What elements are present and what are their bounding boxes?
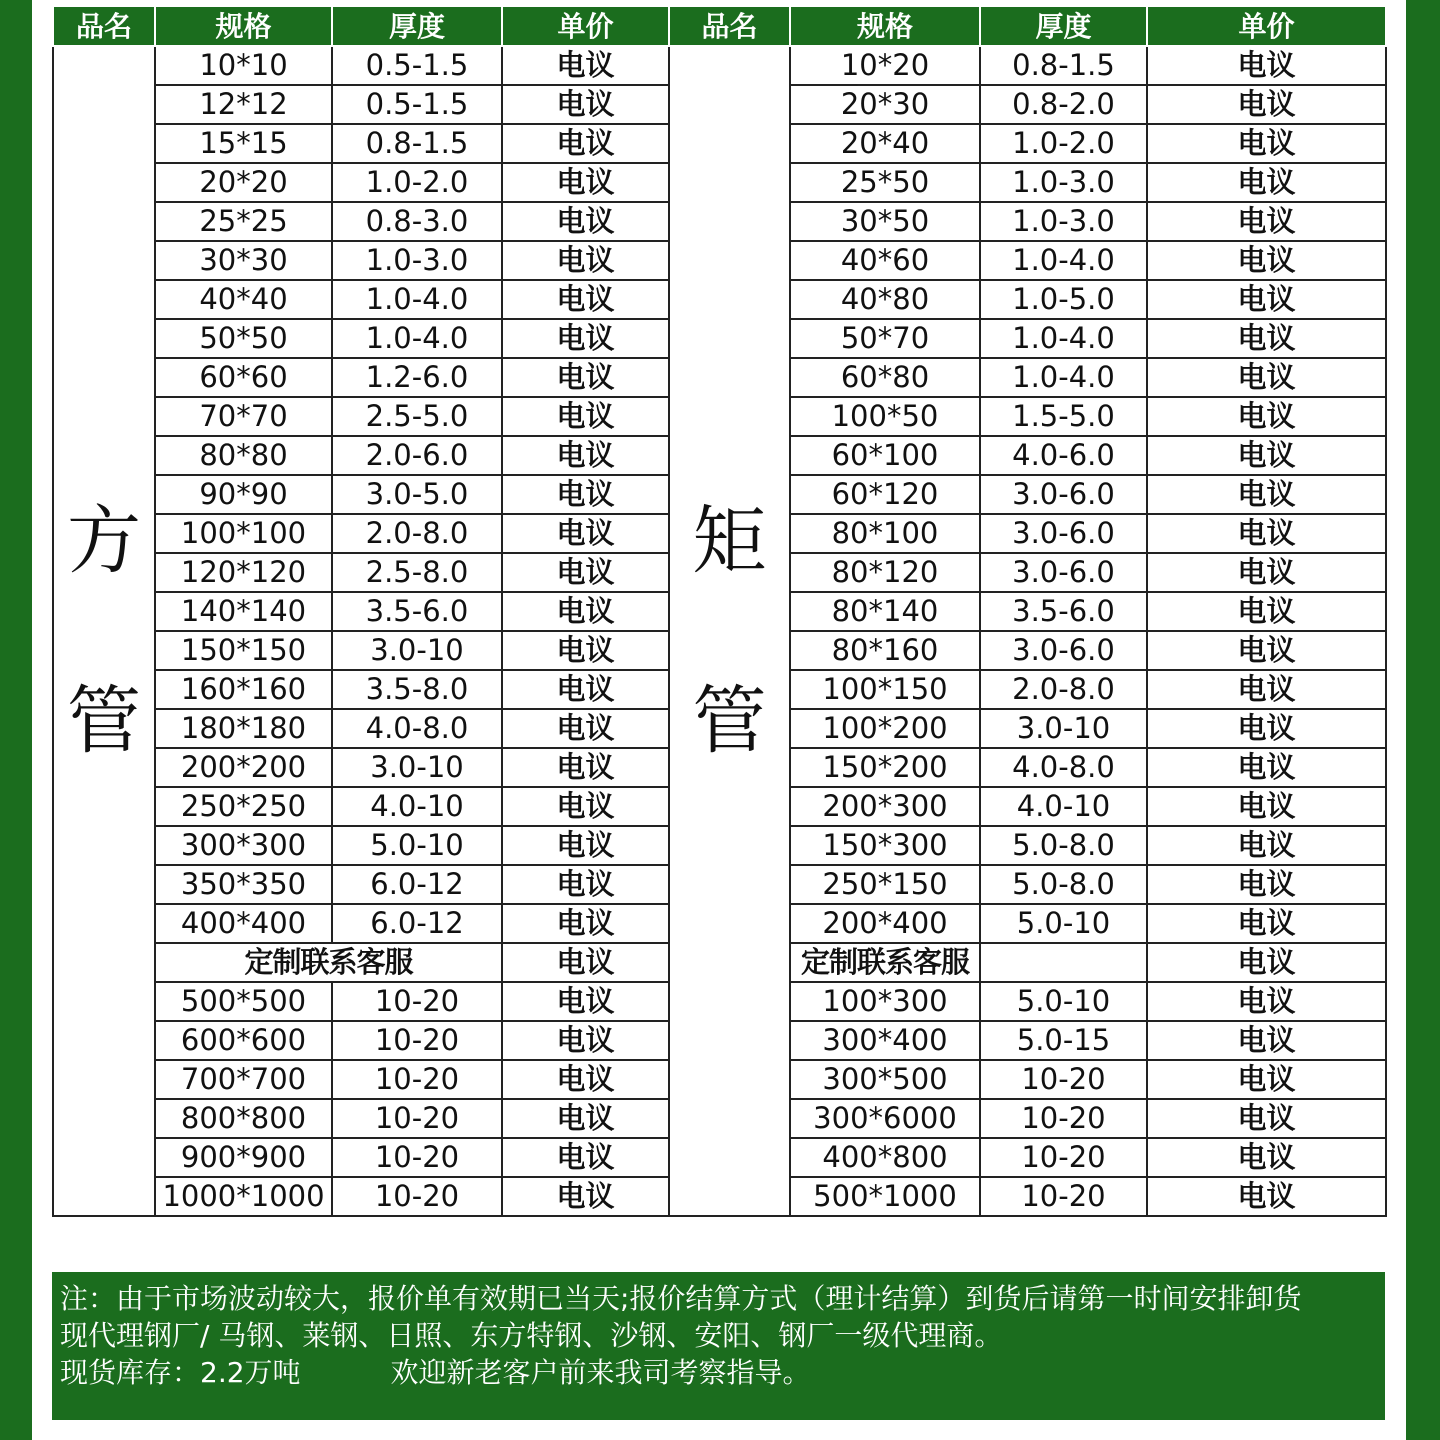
left-thickness-cell: 10-20	[332, 1177, 502, 1216]
table-header-row	[53, 6, 1386, 46]
right-spec-cell: 10*20	[790, 46, 980, 85]
left-price-cell: 电议	[502, 319, 669, 358]
left-spec-cell: 10*10	[155, 46, 332, 85]
right-price-cell: 电议	[1147, 202, 1386, 241]
right-thickness-cell: 5.0-8.0	[980, 865, 1147, 904]
right-spec-cell: 100*150	[790, 670, 980, 709]
right-price-cell: 电议	[1147, 1060, 1386, 1099]
right-spec-cell: 200*300	[790, 787, 980, 826]
right-spec-cell: 60*80	[790, 358, 980, 397]
left-thickness-cell: 6.0-12	[332, 865, 502, 904]
left-thickness-cell: 1.0-4.0	[332, 319, 502, 358]
right-spec-cell: 100*300	[790, 982, 980, 1021]
left-thickness-cell: 3.0-5.0	[332, 475, 502, 514]
left-price-cell: 电议	[502, 826, 669, 865]
header-right-thickness: 厚度	[980, 6, 1147, 46]
left-price-cell: 电议	[502, 1099, 669, 1138]
left-thickness-cell: 1.0-4.0	[332, 280, 502, 319]
left-product-name-char: 管	[67, 678, 141, 764]
right-spec-cell: 80*140	[790, 592, 980, 631]
right-spec-cell: 60*120	[790, 475, 980, 514]
right-thickness-cell: 3.0-6.0	[980, 475, 1147, 514]
left-thickness-cell: 0.8-3.0	[332, 202, 502, 241]
note-line-2: 现代理钢厂/ 马钢、莱钢、日照、东方特钢、沙钢、安阳、钢厂一级代理商。	[60, 1319, 1003, 1352]
table-row	[53, 46, 1386, 85]
left-thickness-cell: 10-20	[332, 1060, 502, 1099]
left-spec-cell: 250*250	[155, 787, 332, 826]
left-spec-cell: 300*300	[155, 826, 332, 865]
right-price-cell: 电议	[1147, 1138, 1386, 1177]
left-product-name	[53, 46, 155, 1216]
left-price-cell: 电议	[502, 982, 669, 1021]
right-price-cell: 电议	[1147, 592, 1386, 631]
left-price-cell: 电议	[502, 1138, 669, 1177]
right-price-cell: 电议	[1147, 904, 1386, 943]
right-thickness-cell: 3.5-6.0	[980, 592, 1147, 631]
left-thickness-cell: 3.0-10	[332, 631, 502, 670]
right-thickness-cell: 10-20	[980, 1099, 1147, 1138]
right-price-cell: 电议	[1147, 124, 1386, 163]
right-price-cell: 电议	[1147, 787, 1386, 826]
right-thickness-cell: 10-20	[980, 1138, 1147, 1177]
left-price-cell: 电议	[502, 46, 669, 85]
right-custom-label: 定制联系客服	[790, 943, 980, 982]
left-custom-label: 定制联系客服	[155, 943, 502, 982]
left-spec-cell: 90*90	[155, 475, 332, 514]
right-spec-cell: 60*100	[790, 436, 980, 475]
right-spec-cell: 200*400	[790, 904, 980, 943]
right-thickness-cell: 3.0-10	[980, 709, 1147, 748]
right-thickness-cell: 5.0-15	[980, 1021, 1147, 1060]
left-thickness-cell: 6.0-12	[332, 904, 502, 943]
left-price-cell: 电议	[502, 631, 669, 670]
right-price-cell: 电议	[1147, 982, 1386, 1021]
right-product-name-char: 矩	[692, 498, 767, 584]
notes-panel	[52, 1272, 1385, 1420]
right-spec-cell: 300*500	[790, 1060, 980, 1099]
right-price-cell: 电议	[1147, 826, 1386, 865]
left-spec-cell: 1000*1000	[155, 1177, 332, 1216]
left-spec-cell: 120*120	[155, 553, 332, 592]
right-thickness-cell: 3.0-6.0	[980, 631, 1147, 670]
left-spec-cell: 100*100	[155, 514, 332, 553]
left-spec-cell: 15*15	[155, 124, 332, 163]
right-spec-cell: 40*60	[790, 241, 980, 280]
left-thickness-cell: 0.8-1.5	[332, 124, 502, 163]
right-spec-cell: 100*50	[790, 397, 980, 436]
right-spec-cell: 80*100	[790, 514, 980, 553]
left-spec-cell: 500*500	[155, 982, 332, 1021]
right-thickness-cell: 3.0-6.0	[980, 553, 1147, 592]
right-price-cell: 电议	[1147, 748, 1386, 787]
left-thickness-cell: 10-20	[332, 1099, 502, 1138]
left-spec-cell: 25*25	[155, 202, 332, 241]
note-line-1: 注：由于市场波动较大，报价单有效期已当天;报价结算方式（理计结算）到货后请第一时间安排卸货	[60, 1282, 1302, 1315]
left-spec-cell: 700*700	[155, 1060, 332, 1099]
table-body	[53, 46, 1386, 1216]
left-spec-cell: 200*200	[155, 748, 332, 787]
left-price-cell: 电议	[502, 514, 669, 553]
left-thickness-cell: 2.5-8.0	[332, 553, 502, 592]
right-thickness-cell: 0.8-1.5	[980, 46, 1147, 85]
left-price-cell: 电议	[502, 163, 669, 202]
left-price-cell: 电议	[502, 85, 669, 124]
right-green-frame	[1406, 0, 1440, 1440]
left-spec-cell: 350*350	[155, 865, 332, 904]
left-spec-cell: 900*900	[155, 1138, 332, 1177]
right-spec-cell: 400*800	[790, 1138, 980, 1177]
header-left-name: 品名	[53, 6, 155, 46]
right-product-name-char: 管	[692, 678, 767, 764]
right-thickness-cell: 5.0-10	[980, 904, 1147, 943]
right-price-cell: 电议	[1147, 631, 1386, 670]
left-thickness-cell: 2.0-6.0	[332, 436, 502, 475]
right-thickness-cell: 1.0-2.0	[980, 124, 1147, 163]
left-price-cell: 电议	[502, 358, 669, 397]
left-thickness-cell: 1.2-6.0	[332, 358, 502, 397]
left-spec-cell: 600*600	[155, 1021, 332, 1060]
right-price-cell: 电议	[1147, 358, 1386, 397]
left-thickness-cell: 0.5-1.5	[332, 85, 502, 124]
header-left-thickness: 厚度	[332, 6, 502, 46]
left-thickness-cell: 0.5-1.5	[332, 46, 502, 85]
right-spec-cell: 300*400	[790, 1021, 980, 1060]
right-price-cell: 电议	[1147, 397, 1386, 436]
left-price-cell: 电议	[502, 397, 669, 436]
left-spec-cell: 12*12	[155, 85, 332, 124]
left-thickness-cell: 3.0-10	[332, 748, 502, 787]
left-spec-cell: 60*60	[155, 358, 332, 397]
left-price-cell: 电议	[502, 1060, 669, 1099]
right-thickness-cell: 2.0-8.0	[980, 670, 1147, 709]
left-price-cell: 电议	[502, 670, 669, 709]
right-thickness-cell: 1.0-4.0	[980, 241, 1147, 280]
header-right-name: 品名	[669, 6, 790, 46]
price-sheet	[52, 5, 1385, 1420]
left-price-cell: 电议	[502, 865, 669, 904]
left-price-cell: 电议	[502, 1177, 669, 1216]
right-thickness-cell: 3.0-6.0	[980, 514, 1147, 553]
right-price-cell: 电议	[1147, 943, 1386, 982]
left-price-cell: 电议	[502, 709, 669, 748]
right-thickness-cell: 4.0-8.0	[980, 748, 1147, 787]
left-price-cell: 电议	[502, 241, 669, 280]
right-spec-cell: 300*6000	[790, 1099, 980, 1138]
right-price-cell: 电议	[1147, 475, 1386, 514]
right-thickness-cell: 1.5-5.0	[980, 397, 1147, 436]
left-thickness-cell: 4.0-10	[332, 787, 502, 826]
right-thickness-cell: 10-20	[980, 1060, 1147, 1099]
left-price-cell: 电议	[502, 592, 669, 631]
left-thickness-cell: 1.0-3.0	[332, 241, 502, 280]
note-line-3	[60, 1354, 1385, 1391]
header-right-price: 单价	[1147, 6, 1386, 46]
right-thickness-cell: 1.0-3.0	[980, 163, 1147, 202]
right-price-cell: 电议	[1147, 865, 1386, 904]
right-price-cell: 电议	[1147, 1021, 1386, 1060]
left-thickness-cell: 1.0-2.0	[332, 163, 502, 202]
left-thickness-cell: 3.5-8.0	[332, 670, 502, 709]
left-spec-cell: 30*30	[155, 241, 332, 280]
left-spec-cell: 20*20	[155, 163, 332, 202]
left-price-cell: 电议	[502, 475, 669, 514]
left-price-cell: 电议	[502, 787, 669, 826]
left-thickness-cell: 4.0-8.0	[332, 709, 502, 748]
right-thickness-cell: 5.0-10	[980, 982, 1147, 1021]
right-thickness-cell: 1.0-4.0	[980, 358, 1147, 397]
left-thickness-cell: 10-20	[332, 982, 502, 1021]
left-price-cell: 电议	[502, 553, 669, 592]
right-spec-cell: 100*200	[790, 709, 980, 748]
right-price-cell: 电议	[1147, 319, 1386, 358]
left-spec-cell: 70*70	[155, 397, 332, 436]
left-thickness-cell: 10-20	[332, 1138, 502, 1177]
left-thickness-cell: 10-20	[332, 1021, 502, 1060]
left-price-cell: 电议	[502, 202, 669, 241]
left-price-cell: 电议	[502, 436, 669, 475]
right-price-cell: 电议	[1147, 1177, 1386, 1216]
right-price-cell: 电议	[1147, 46, 1386, 85]
right-price-cell: 电议	[1147, 436, 1386, 475]
right-spec-cell: 80*120	[790, 553, 980, 592]
right-spec-cell: 250*150	[790, 865, 980, 904]
left-spec-cell: 800*800	[155, 1099, 332, 1138]
right-price-cell: 电议	[1147, 709, 1386, 748]
left-spec-cell: 80*80	[155, 436, 332, 475]
left-spec-cell: 150*150	[155, 631, 332, 670]
left-thickness-cell: 2.0-8.0	[332, 514, 502, 553]
right-spec-cell: 40*80	[790, 280, 980, 319]
left-price-cell: 电议	[502, 124, 669, 163]
right-thickness-cell: 5.0-8.0	[980, 826, 1147, 865]
right-thickness-cell: 4.0-10	[980, 787, 1147, 826]
right-price-cell: 电议	[1147, 241, 1386, 280]
right-price-cell: 电议	[1147, 85, 1386, 124]
right-thickness-cell	[980, 943, 1147, 982]
stock-text: 现货库存：2.2万吨	[60, 1356, 301, 1389]
right-spec-cell: 150*300	[790, 826, 980, 865]
right-spec-cell: 20*40	[790, 124, 980, 163]
left-green-frame	[0, 0, 32, 1440]
left-price-cell: 电议	[502, 943, 669, 982]
right-thickness-cell: 4.0-6.0	[980, 436, 1147, 475]
right-spec-cell: 150*200	[790, 748, 980, 787]
left-thickness-cell: 5.0-10	[332, 826, 502, 865]
left-thickness-cell: 2.5-5.0	[332, 397, 502, 436]
right-thickness-cell: 10-20	[980, 1177, 1147, 1216]
left-price-cell: 电议	[502, 904, 669, 943]
right-spec-cell: 30*50	[790, 202, 980, 241]
right-thickness-cell: 1.0-4.0	[980, 319, 1147, 358]
right-spec-cell: 500*1000	[790, 1177, 980, 1216]
right-thickness-cell: 1.0-3.0	[980, 202, 1147, 241]
right-spec-cell: 25*50	[790, 163, 980, 202]
right-thickness-cell: 0.8-2.0	[980, 85, 1147, 124]
left-spec-cell: 140*140	[155, 592, 332, 631]
right-thickness-cell: 1.0-5.0	[980, 280, 1147, 319]
left-spec-cell: 40*40	[155, 280, 332, 319]
welcome-text: 欢迎新老客户前来我司考察指导。	[390, 1356, 811, 1389]
left-thickness-cell: 3.5-6.0	[332, 592, 502, 631]
header-left-price: 单价	[502, 6, 669, 46]
right-price-cell: 电议	[1147, 670, 1386, 709]
left-spec-cell: 50*50	[155, 319, 332, 358]
right-price-cell: 电议	[1147, 514, 1386, 553]
right-spec-cell: 80*160	[790, 631, 980, 670]
right-price-cell: 电议	[1147, 553, 1386, 592]
right-spec-cell: 50*70	[790, 319, 980, 358]
header-left-spec: 规格	[155, 6, 332, 46]
left-spec-cell: 400*400	[155, 904, 332, 943]
left-price-cell: 电议	[502, 280, 669, 319]
left-price-cell: 电议	[502, 748, 669, 787]
price-table	[52, 5, 1387, 1217]
left-product-name-char: 方	[67, 498, 141, 584]
right-price-cell: 电议	[1147, 1099, 1386, 1138]
right-price-cell: 电议	[1147, 280, 1386, 319]
left-price-cell: 电议	[502, 1021, 669, 1060]
right-price-cell: 电议	[1147, 163, 1386, 202]
header-right-spec: 规格	[790, 6, 980, 46]
right-product-name	[669, 46, 790, 1216]
left-spec-cell: 180*180	[155, 709, 332, 748]
right-spec-cell: 20*30	[790, 85, 980, 124]
left-spec-cell: 160*160	[155, 670, 332, 709]
